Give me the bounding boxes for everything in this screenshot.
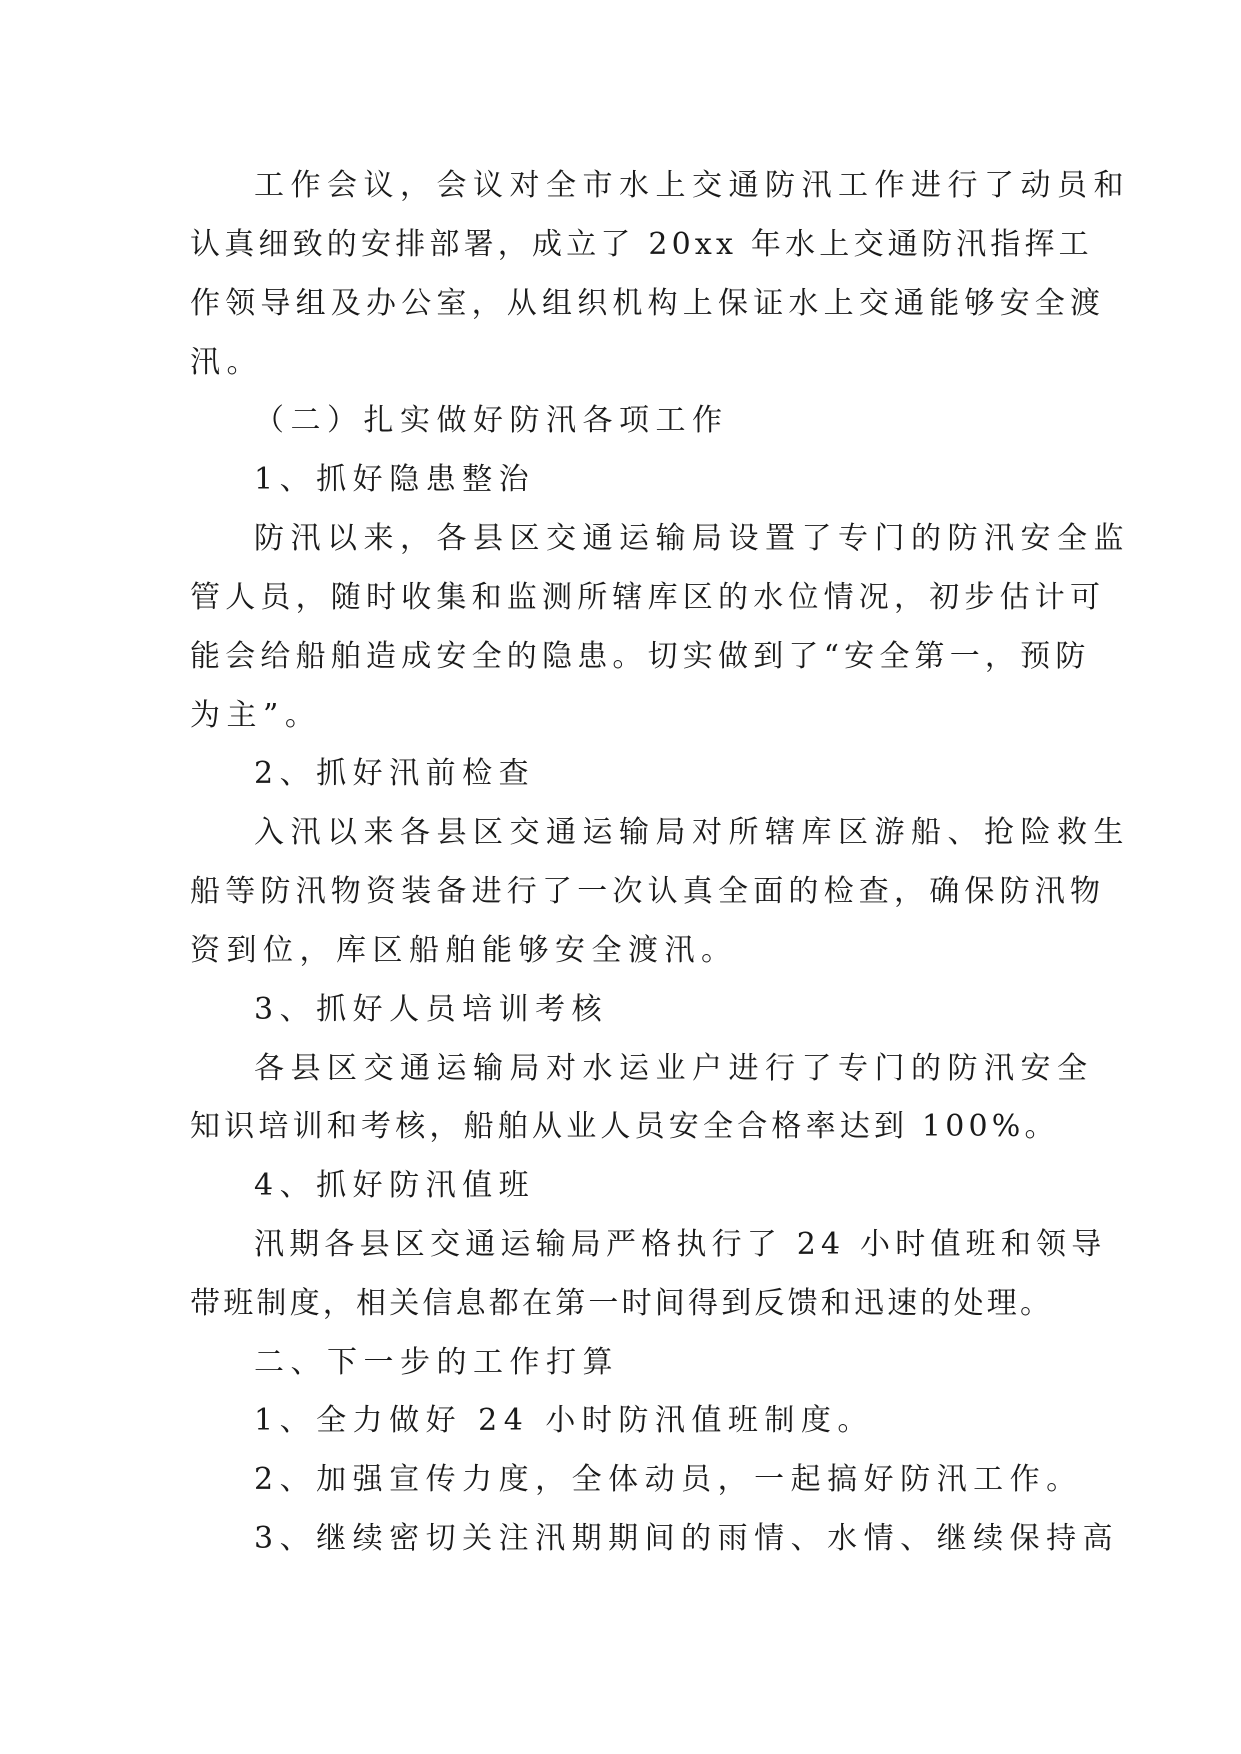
paragraph-line: 汛。: [190, 345, 263, 380]
paragraph-line: 为主”。: [190, 698, 322, 733]
paragraph-line: 认真细致的安排部署，成立了 20xx 年水上交通防汛指挥工: [190, 227, 1093, 262]
list-item: 1、全力做好 24 小时防汛值班制度。: [254, 1403, 874, 1438]
paragraph-line: 工作会议，会议对全市水上交通防汛工作进行了动员和: [254, 168, 1130, 203]
paragraph-line: 资到位，库区船舶能够安全渡汛。: [190, 933, 738, 968]
paragraph-line: 各县区交通运输局对水运业户进行了专门的防汛安全: [254, 1051, 1094, 1086]
section-heading: 二、下一步的工作打算: [254, 1345, 619, 1380]
subsection-heading: 3、抓好人员培训考核: [254, 992, 609, 1027]
subsection-heading: 2、抓好汛前检查: [254, 756, 536, 791]
paragraph-line: 管人员，随时收集和监测所辖库区的水位情况，初步估计可: [190, 580, 1106, 615]
paragraph-line: 能会给船舶造成安全的隐患。切实做到了“安全第一，预防: [190, 639, 1091, 674]
paragraph-line: 作领导组及办公室，从组织机构上保证水上交通能够安全渡: [190, 286, 1106, 321]
paragraph-line: 防汛以来，各县区交通运输局设置了专门的防汛安全监: [254, 521, 1130, 556]
paragraph-line: 入汛以来各县区交通运输局对所辖库区游船、抢险救生: [254, 815, 1130, 850]
section-heading: （二）扎实做好防汛各项工作: [254, 403, 729, 438]
paragraph-line: 汛期各县区交通运输局严格执行了 24 小时值班和领导: [254, 1227, 1107, 1262]
list-item: 2、加强宣传力度，全体动员，一起搞好防汛工作。: [254, 1462, 1083, 1497]
list-item: 3、继续密切关注汛期期间的雨情、水情、继续保持高: [254, 1521, 1120, 1556]
subsection-heading: 1、抓好隐患整治: [254, 462, 536, 497]
subsection-heading: 4、抓好防汛值班: [254, 1168, 536, 1203]
paragraph-line: 船等防汛物资装备进行了一次认真全面的检查，确保防汛物: [190, 874, 1106, 909]
paragraph-line: 知识培训和考核，船舶从业人员安全合格率达到 100%。: [190, 1109, 1059, 1144]
paragraph-line: 带班制度，相关信息都在第一时间得到反馈和迅速的处理。: [190, 1286, 1054, 1321]
